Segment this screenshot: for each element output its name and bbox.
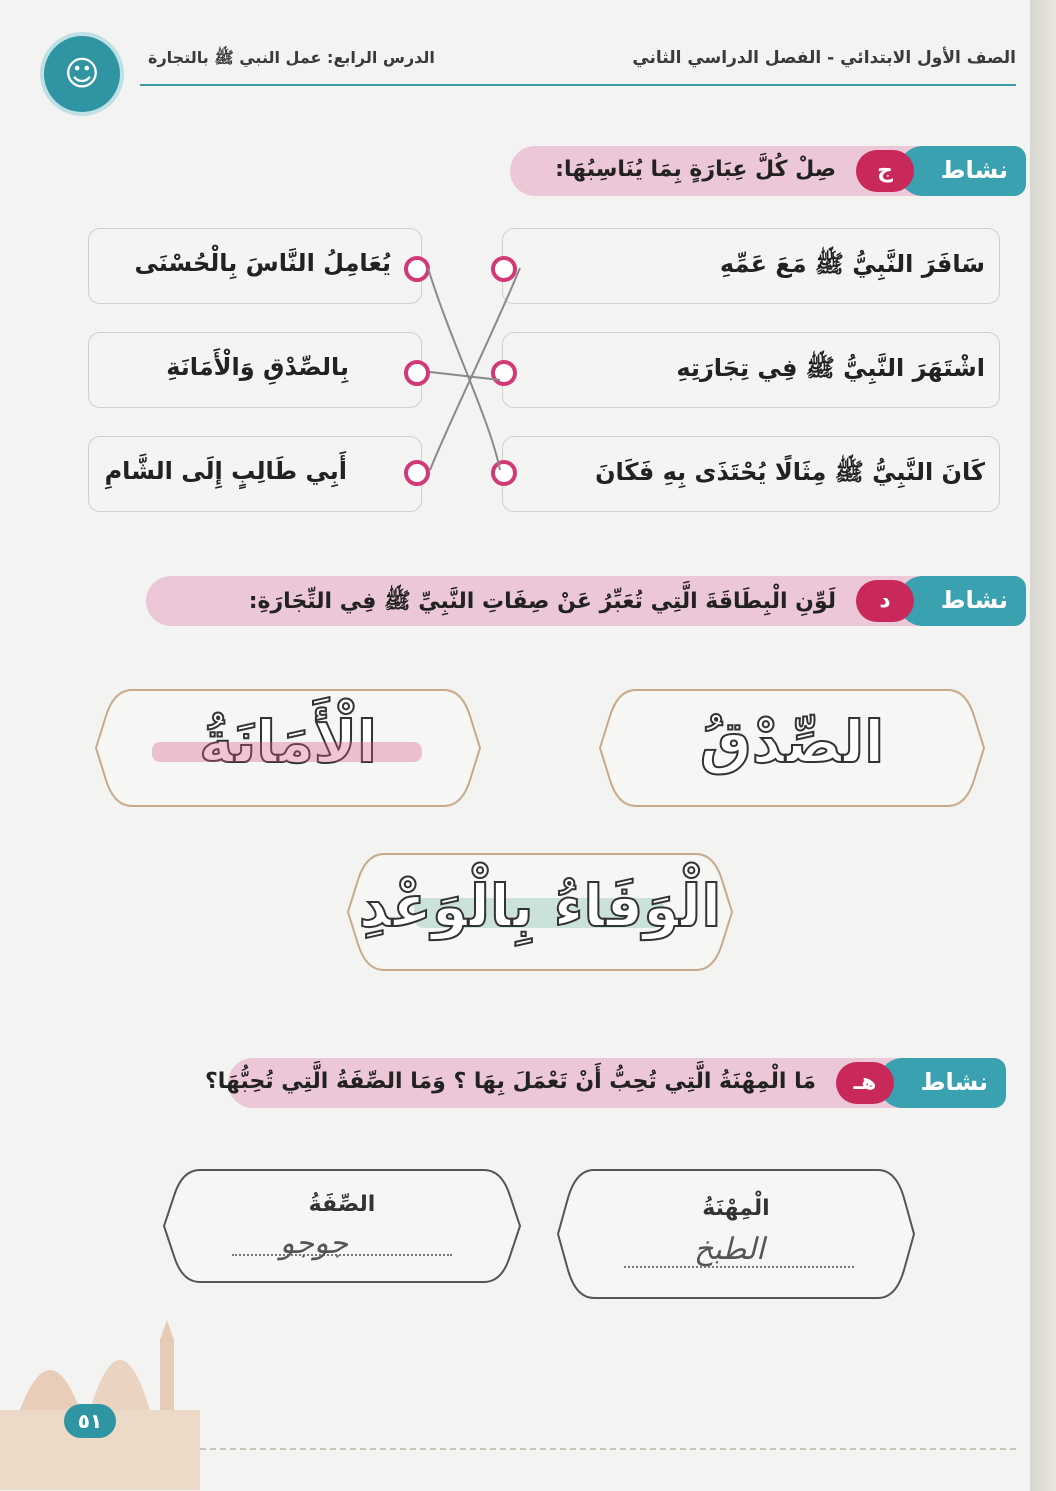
profession-answer[interactable]: الطبخ xyxy=(694,1232,765,1267)
match-right-2: اشْتَهَرَ النَّبِيُّ ﷺ فِي تِجَارَتِهِ xyxy=(502,332,1000,408)
footer-divider xyxy=(200,1448,1016,1450)
activity-tag: نشاط xyxy=(898,576,1026,626)
activity-letter: هـ xyxy=(836,1062,894,1104)
match-right-3: كَانَ النَّبِيُّ ﷺ مِثَالًا يُحْتَذَى بِهِ فَكَانَ xyxy=(502,436,1000,512)
activity-letter: د xyxy=(856,580,914,622)
activity-d-bar xyxy=(146,576,1026,626)
activity-question: صِلْ كُلَّ عِبَارَةٍ بِمَا يُنَاسِبُهَا: xyxy=(555,157,836,182)
trait-answer[interactable]: جوجو xyxy=(280,1226,349,1261)
match-right-1: سَافَرَ النَّبِيُّ ﷺ مَعَ عَمِّهِ xyxy=(502,228,1000,304)
activity-question: مَا الْمِهْنَةُ الَّتِي تُحِبُّ أَنْ تَعْمَلَ بِهَا ؟ وَمَا الصِّفَةُ الَّتِي تُحِبُّهَا؟ xyxy=(204,1069,816,1094)
trait-card xyxy=(160,1166,524,1286)
children-icon: ☺ xyxy=(64,54,100,94)
page-number: ٥١ xyxy=(64,1404,116,1438)
match-left-1: يُعَامِلُ النَّاسَ بِالْحُسْنَى xyxy=(88,228,422,304)
card-keeping-promise[interactable]: الْوَفَاءُ بِالْوَعْدِ xyxy=(344,850,736,974)
activity-tag: نشاط xyxy=(878,1058,1006,1108)
grade-term: الصف الأول الابتدائي - الفصل الدراسي الثاني xyxy=(632,48,1016,68)
activity-question: لَوِّنِ الْبِطَاقَةَ الَّتِي تُعَبِّرُ عَنْ صِفَاتِ النَّبِيِّ ﷺ فِي التِّجَارَةِ: xyxy=(248,589,836,614)
activity-letter: ج xyxy=(856,150,914,192)
match-left-2: بِالصِّدْقِ وَالْأَمَانَةِ xyxy=(88,332,422,408)
mosque-illustration xyxy=(0,1290,220,1490)
activity-tag: نشاط xyxy=(898,146,1026,196)
match-left-3: أَبِي طَالِبٍ إِلَى الشَّامِ xyxy=(88,436,422,512)
activity-e-bar xyxy=(204,1058,1006,1108)
card-truthfulness[interactable]: الصِّدْقُ xyxy=(596,686,988,810)
lesson-title: الدرس الرابع: عمل النبي ﷺ بالتجارة xyxy=(148,48,435,67)
trait-title: الصِّفَةُ xyxy=(308,1192,376,1217)
profession-title: الْمِهْنَةُ xyxy=(702,1196,770,1221)
card-honesty[interactable]: الْأَمَانَةُ xyxy=(92,686,484,810)
profession-card xyxy=(554,1166,918,1302)
pink-coloring xyxy=(152,742,422,762)
pencil-match-lines xyxy=(0,0,1056,560)
